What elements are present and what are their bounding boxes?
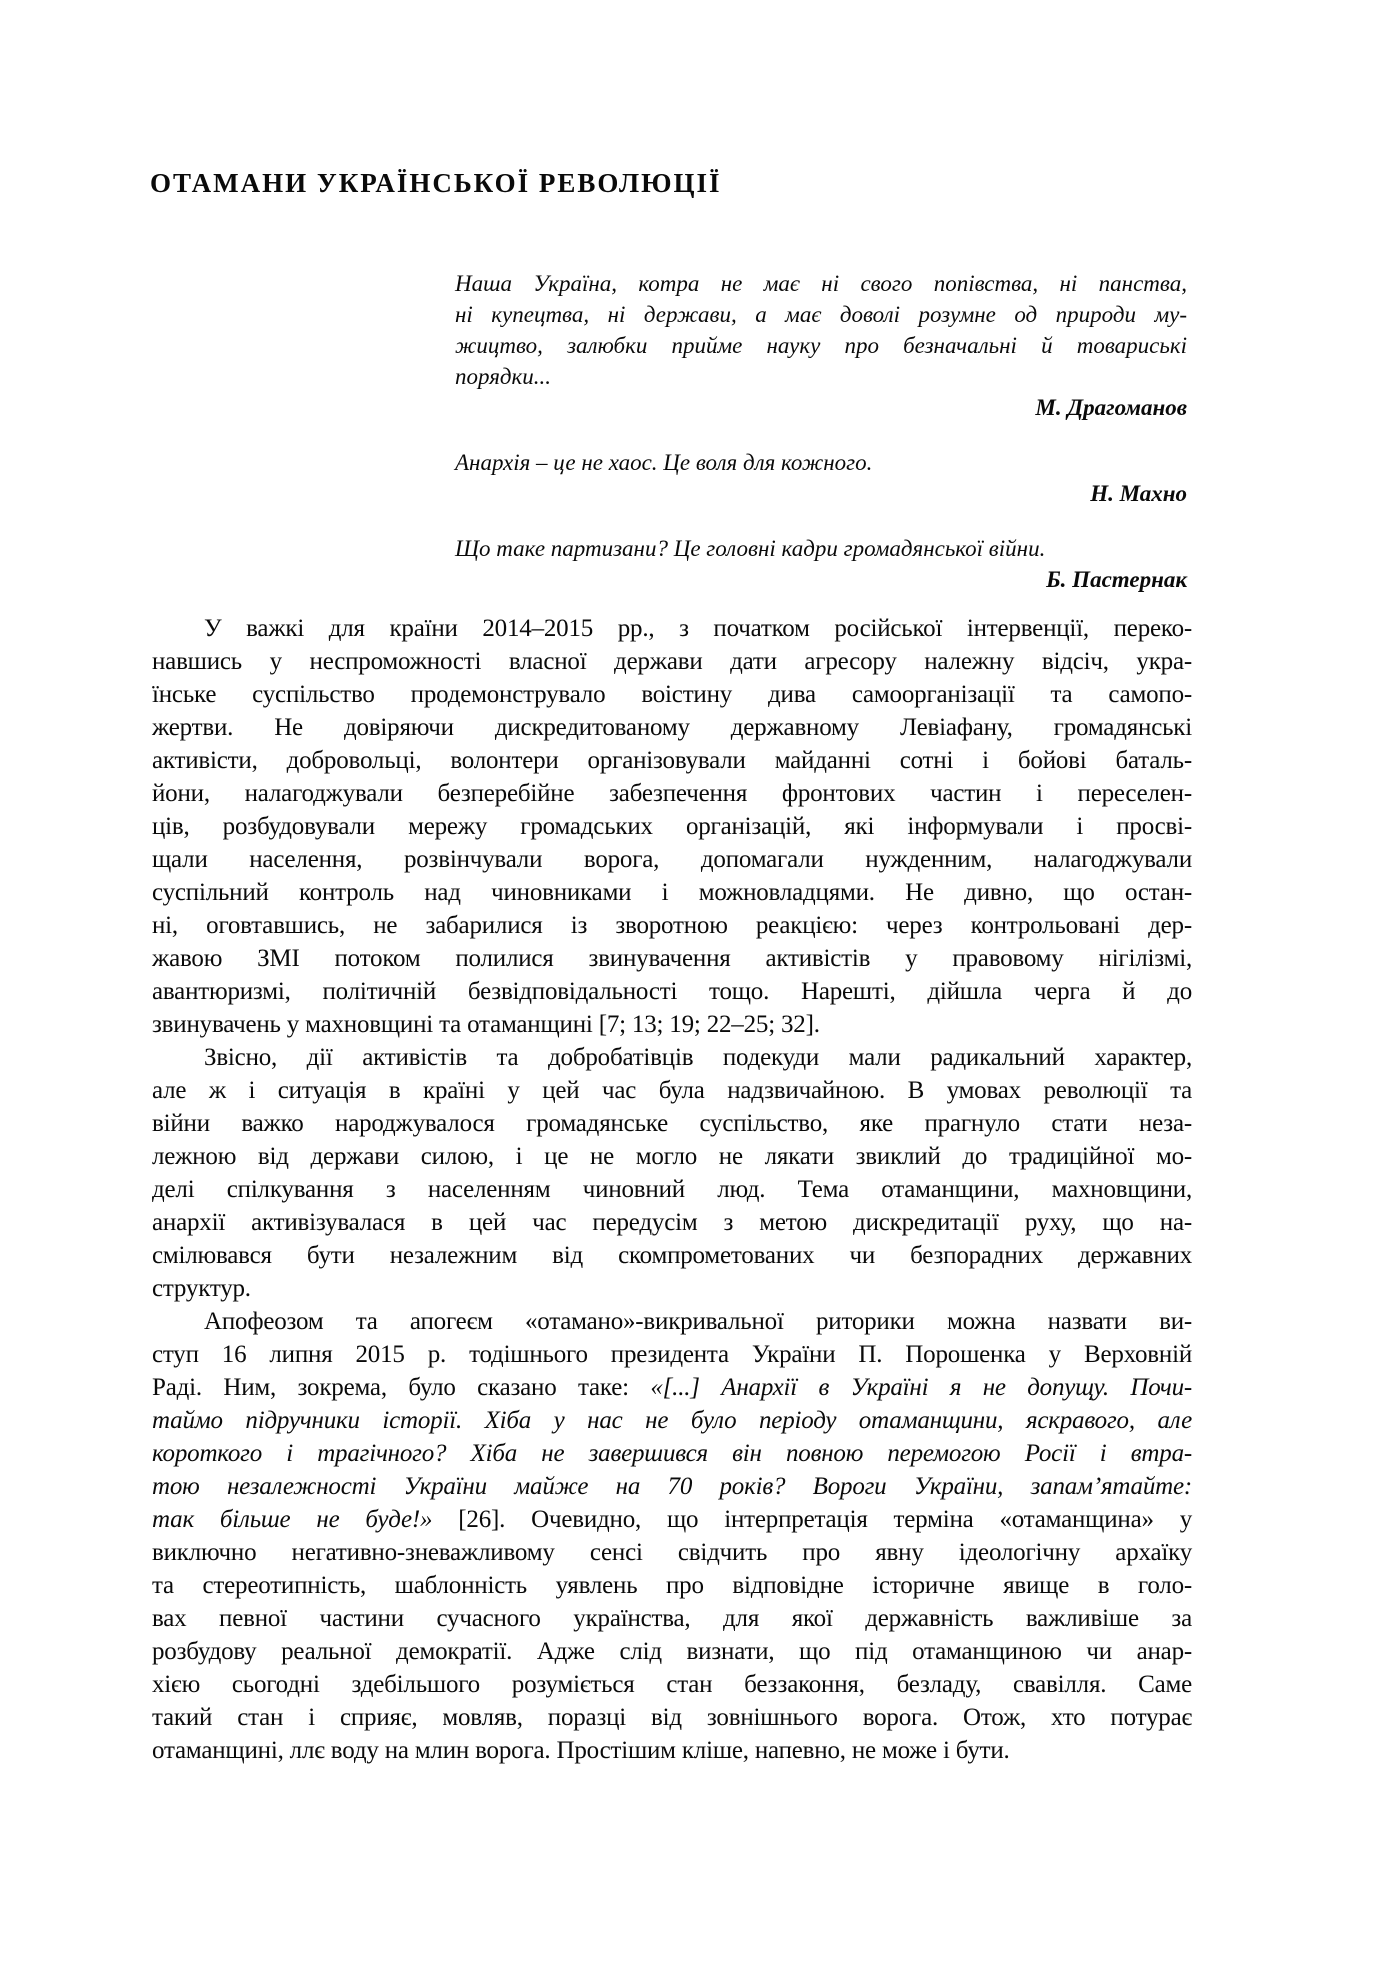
text-line [152,1503,1192,1536]
epigraph-line: Анархія – це не хаос. Це воля для кожного. [455,450,873,475]
text-line: та стереотипність, шаблонність уявлень про відповідне історичне явище в голо- [152,1572,1192,1599]
epigraph [455,533,1187,595]
epigraph-line: порядки... [455,364,552,389]
text-line: їнське суспільство продемонструвало воістину дива самоорганізації та самопо- [152,681,1192,708]
text-line: але ж і ситуація в країні у цей час була надзвичайною. В умовах революції та [152,1077,1192,1104]
text-line: У важкі для країни 2014–2015 рр., з початком російської інтервенції, переко- [204,615,1192,642]
body-text-section [152,612,1192,1767]
paragraph [152,612,1192,1041]
text-line [152,1404,1192,1437]
text-line: навшись у неспроможності власної держави дати агресору належну відсіч, укра- [152,648,1192,675]
text-line: активісти, добровольці, волонтери організовували майданні сотні і бойові баталь- [152,747,1192,774]
text-line: ступ 16 липня 2015 р. тодішнього президента України П. Порошенка у Верховній [152,1341,1192,1368]
text-line [152,1371,1192,1404]
text-line: делі спілкування з населенням чиновний люд. Тема отаманщини, махновщини, [152,1176,1192,1203]
text-line: лежною від держави силою, і це не могло не лякати звиклий до традиційної мо- [152,1143,1192,1170]
plain-text: [26]. Очевидно, що інтерпретація терміна «отаманщина» у [458,1506,1192,1533]
quoted-italic-text: так більше не буде!» [152,1506,459,1533]
quoted-italic-text: короткого і трагічного? Хіба не завершився він повною перемогою Росії і втра- [152,1440,1192,1467]
plain-text: Раді. Ним, зокрема, було сказано таке: [152,1374,651,1401]
paragraph [152,1305,1192,1767]
text-line: щали населення, розвінчували ворога, допомагали нужденним, налагоджували [152,846,1192,873]
text-line: йони, налагоджували безперебійне забезпечення фронтових частин і переселен- [152,780,1192,807]
text-line: анархії активізувалася в цей час передусім з метою дискредитації руху, що на- [152,1209,1192,1236]
quoted-italic-text: таймо підручники історії. Хіба у нас не було періоду отаманщини, яскравого, але [152,1407,1192,1434]
epigraph-line: ні купецтва, ні держави, а має доволі розумне од природи му- [455,302,1187,327]
text-line [152,1470,1192,1503]
text-line: ні, оговтавшись, не забарилися із зворотною реакцією: через контрольовані дер- [152,912,1192,939]
text-line: війни важко народжувалося громадянське суспільство, яке прагнуло стати неза- [152,1110,1192,1137]
text-line: звинувачень у махновщині та отаманщині [7; 13; 19; 22–25; 32]. [152,1011,820,1038]
text-line: отаманщині, ллє воду на млин ворога. Простішим кліше, напевно, не може і бути. [152,1737,1010,1764]
text-line: вах певної частини сучасного українства, для якої державність важливіше за [152,1605,1192,1632]
epigraph-author: Б. Пастернак [1046,567,1187,592]
text-line: жавою ЗМІ потоком полилися звинувачення активістів у правовому нігілізмі, [152,945,1192,972]
text-line: Звісно, дії активістів та добробатівців подекуди мали радикальний характер, [204,1044,1192,1071]
text-line: авантюризмі, політичній безвідповідальності тощо. Нарешті, дійшла черга й до [152,978,1192,1005]
text-line: смілювався бути незалежним від скомпрометованих чи безпорадних державних [152,1242,1192,1269]
epigraph-author: Н. Махно [1090,481,1187,506]
text-line [152,1437,1192,1470]
quoted-italic-text: тою незалежності України майже на 70 років? Вороги України, запам’ятайте: [152,1473,1192,1500]
page-title: ОТАМАНИ УКРАЇНСЬКОЇ РЕВОЛЮЦІЇ [150,168,722,198]
epigraph [455,268,1187,423]
epigraph-author: М. Драгоманов [1035,395,1187,420]
epigraph-line: Що таке партизани? Це головні кадри громадянської війни. [455,536,1046,561]
text-line: такий стан і сприяє, мовляв, поразці від зовнішнього ворога. Отож, хто потурає [152,1704,1192,1731]
text-line: жертви. Не довіряючи дискредитованому державному Левіафану, громадянські [152,714,1192,741]
text-line: ців, розбудовували мережу громадських організацій, які інформували і просві- [152,813,1192,840]
text-line: суспільний контроль над чиновниками і можновладцями. Не дивно, що остан- [152,879,1192,906]
text-line: розбудову реальної демократії. Адже слід визнати, що під отаманщиною чи анар- [152,1638,1192,1665]
text-line: виключно негативно-зневажливому сенсі свідчить про явну ідеологічну архаїку [152,1539,1192,1566]
epigraph [455,447,1187,509]
text-line: Апофеозом та апогеєм «отамано»-викривальної риторики можна назвати ви- [204,1308,1192,1335]
epigraph-line: Наша Україна, котра не має ні свого попівства, ні панства, [455,271,1187,296]
text-line: структур. [152,1275,251,1302]
epigraph-line: жицтво, залюбки прийме науку про безначальні й товариські [455,333,1187,358]
text-line: хією сьогодні здебільшого розуміється стан беззаконня, безладу, свавілля. Саме [152,1671,1192,1698]
epigraph-section [455,268,1187,619]
quoted-italic-text: «[...] Анархії в Україні я не допущу. Почи- [650,1374,1192,1401]
paragraph [152,1041,1192,1305]
